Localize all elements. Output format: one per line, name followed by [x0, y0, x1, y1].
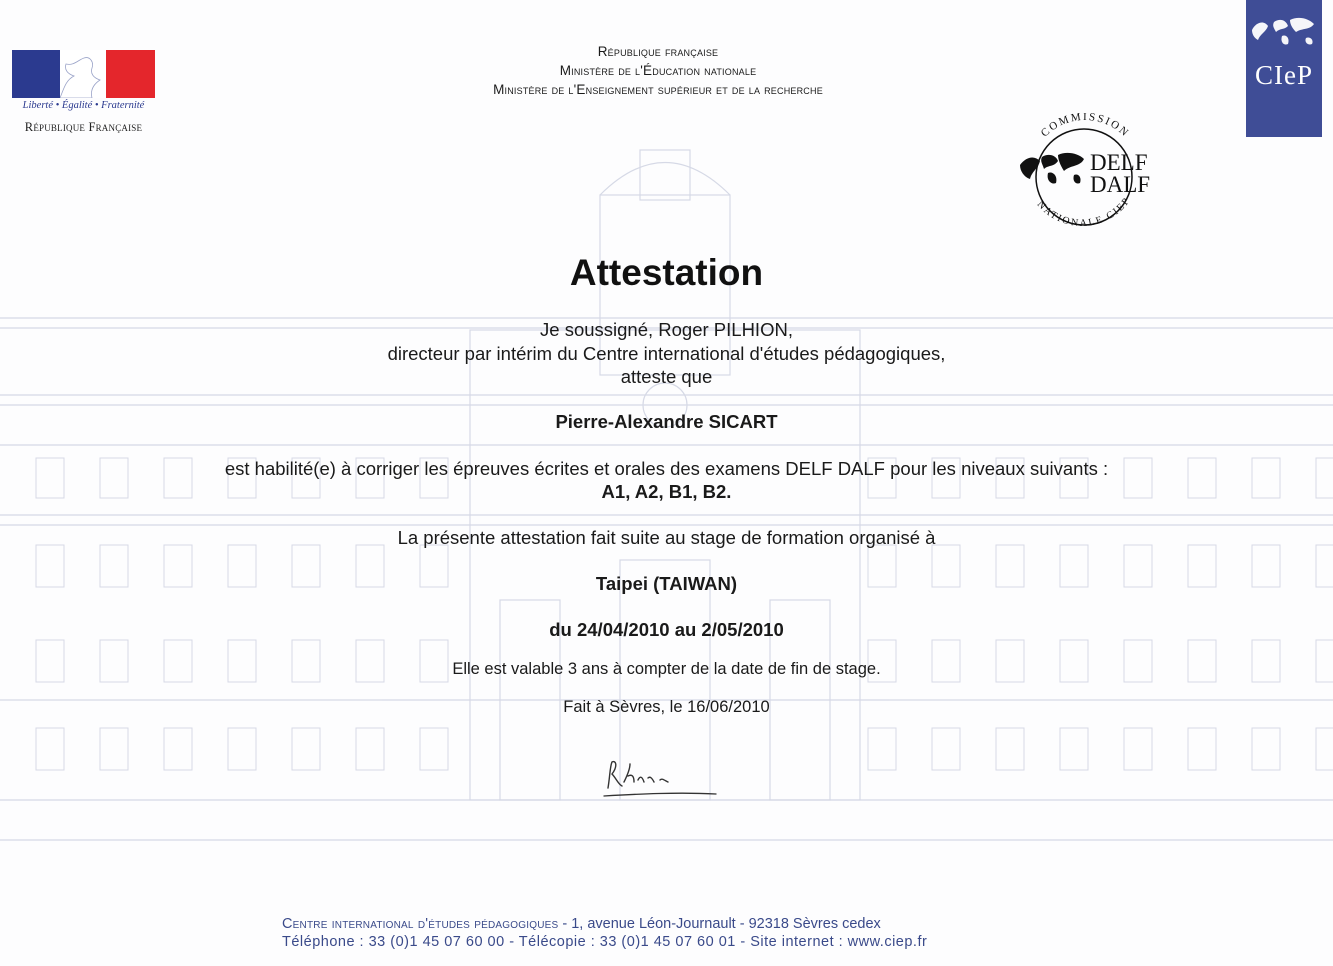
- header-line-2: Ministère de l'Éducation nationale: [559, 63, 757, 78]
- levels-text: A1, A2, B1, B2.: [601, 481, 732, 502]
- svg-text:COMMISSION: [1039, 113, 1132, 140]
- signed-at-text: Fait à Sèvres, le 16/06/2010: [563, 698, 770, 716]
- footer-line-1: [282, 916, 1012, 932]
- logo-name: République Française: [24, 120, 143, 134]
- ciep-logo-text: CIeP: [1255, 60, 1313, 90]
- seal-dalf: DALF: [1090, 172, 1151, 197]
- world-map-icon: [1246, 0, 1322, 60]
- header-line-3: Ministère de l'Enseignement supérieur et de la recherche: [493, 82, 823, 97]
- ciep-logo: [1246, 0, 1322, 137]
- certificate-title: Attestation: [569, 252, 764, 293]
- logo-motto: Liberté • Égalité • Fraternité: [22, 100, 145, 111]
- svg-text:NATIONALE CIEP: [1035, 195, 1133, 229]
- footer-org: Centre international d'études pédagogiques: [282, 916, 559, 932]
- flag-blue-band: [12, 50, 60, 98]
- intro-line-3: atteste que: [620, 366, 713, 387]
- training-place: Taipei (TAIWAN): [595, 573, 738, 594]
- validity-text: Elle est valable 3 ans à compter de la date de fin de stage.: [452, 660, 881, 678]
- seal-delf: DELF: [1090, 150, 1148, 175]
- world-map-icon: [1020, 153, 1084, 184]
- marianne-icon: [60, 50, 106, 98]
- header-line-1: République française: [597, 44, 719, 59]
- intro-line-2: directeur par intérim du Centre international d'études pédagogiques,: [387, 343, 946, 364]
- footer-contact: Téléphone : 33 (0)1 45 07 60 00 - Télécopie : 33 (0)1 45 07 60 01 - Site internet : www.ciep.fr: [282, 934, 928, 950]
- qualification-text: est habilité(e) à corriger les épreuves écrites et orales des examens DELF DALF pour les niveaux suivants :: [224, 458, 1109, 479]
- delf-dalf-seal: [1012, 113, 1162, 243]
- flag-red-band: [106, 50, 155, 98]
- intro-line-1: Je soussigné, Roger PILHION,: [540, 319, 793, 340]
- footer-address: - 1, avenue Léon-Journault - 92318 Sèvres cedex: [558, 916, 881, 932]
- seal-bottom-arc: NATIONALE CIEP: [1034, 194, 1134, 230]
- training-dates: du 24/04/2010 au 2/05/2010: [549, 619, 784, 640]
- signature: [598, 752, 723, 802]
- republique-francaise-logo: [12, 50, 155, 136]
- training-text: La présente attestation fait suite au stage de formation organisé à: [397, 527, 936, 548]
- recipient-name: Pierre-Alexandre SICART: [555, 411, 778, 432]
- seal-top-arc: COMMISSION: [1038, 113, 1132, 140]
